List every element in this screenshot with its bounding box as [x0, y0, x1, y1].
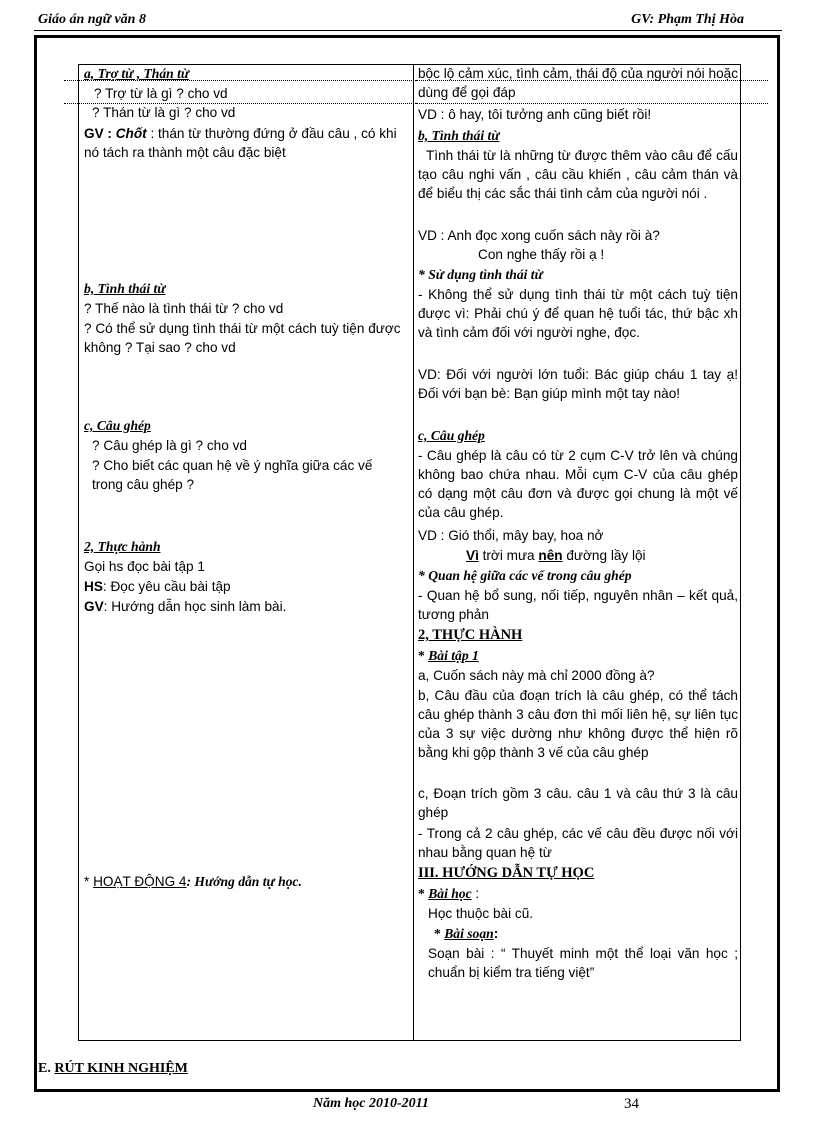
right-qh-title: * Quan hệ giữa các vế trong câu ghép — [418, 568, 632, 583]
question-a1: ? Trợ từ là gì ? cho vd — [94, 86, 228, 101]
right-use-vd: VD: Đối với người lớn tuổi: Bác giúp cháu 1 tay ạ! Đối với bạn bè: Bạn giúp mình một tay nào! — [418, 367, 738, 401]
gv-chot: Chốt — [115, 126, 147, 141]
right-use-title: * Sử dụng tình thái từ — [418, 267, 543, 282]
lesson-star: * — [418, 886, 429, 901]
practice-line-1: Gọi hs đọc bài tập 1 — [84, 559, 205, 574]
table-column-divider — [413, 64, 414, 1041]
right-vd-1: VD : ô hay, tôi tưởng anh cũng biết rồi! — [418, 107, 652, 122]
lesson-heading — [418, 884, 479, 903]
exercise-1-title: Bài tập 1 — [428, 648, 479, 663]
activity-4-sub: : Hướng dẫn tự học. — [186, 874, 302, 889]
lesson-colon: : — [471, 886, 480, 901]
activity-4-line — [84, 872, 302, 891]
prep-title: Bài soạn — [444, 926, 494, 941]
gv2-line — [84, 597, 286, 616]
exercise-c: c, Đoạn trích gồm 3 câu. câu 1 và câu thứ 3 là câu ghép — [418, 786, 738, 820]
exercise-star: * — [418, 648, 429, 663]
activity-4-star: * — [84, 874, 94, 889]
practice-title: 2, Thực hành — [84, 539, 161, 554]
experience-label: E. — [38, 1061, 55, 1076]
lesson-text: Học thuộc bài cũ. — [428, 906, 534, 921]
exercise-d: - Trong cả 2 câu ghép, các vế câu đều được nối với nhau bằng quan hệ từ — [418, 826, 738, 860]
school-year: Năm học 2010-2011 — [313, 1096, 429, 1111]
right-c-vd-2 — [466, 546, 646, 565]
activity-4-title: HOẠT ĐỘNG 4 — [93, 874, 187, 889]
gv2-label: GV — [84, 599, 104, 614]
question-c1: ? Câu ghép là gì ? cho vd — [92, 438, 247, 453]
right-c-definition: - Câu ghép là câu có từ 2 cụm C-V trở lên và chúng không bao chứa nhau. Mỗi cụm C-V của câu ghép có dạng một câu đơn và được gọi chung là một vế của câu ghép. — [418, 448, 738, 520]
experience-heading — [38, 1061, 188, 1077]
right-b-vd-1: VD : Anh đọc xong cuốn sách này rồi à? — [418, 228, 660, 243]
right-intro: bộc lộ cảm xúc, tình cảm, thái độ của người nói hoặc dùng để gọi đáp — [418, 66, 738, 100]
prep-star: * — [434, 926, 445, 941]
header-left: Giáo án ngữ văn 8 — [38, 12, 146, 27]
dotted-rule — [416, 103, 768, 104]
right-practice-title: 2, THỰC HÀNH — [418, 627, 523, 643]
exercise-1-heading — [418, 646, 479, 665]
right-b-vd-2: Con nghe thấy rồi ạ ! — [478, 247, 605, 262]
lesson-title: Bài học — [428, 886, 472, 901]
page-number: 34 — [624, 1096, 639, 1112]
experience-title: RÚT KINH NGHIỆM — [54, 1061, 188, 1076]
header-rule — [34, 30, 782, 31]
question-b1: ? Thế nào là tình thái từ ? cho vd — [84, 301, 284, 316]
header-right: GV: Phạm Thị Hòa — [631, 12, 744, 27]
right-b-title: b, Tình thái từ — [418, 128, 500, 143]
nen-word: nên — [538, 548, 563, 563]
question-c2: ? Cho biết các quan hệ về ý nghĩa giữa các vế trong câu ghép ? — [92, 458, 373, 492]
vd2-mid: trời mưa — [478, 548, 539, 563]
exercise-b: b, Câu đầu của đoạn trích là câu ghép, có thể tách câu ghép thành 3 câu đơn thì mối liên hệ, sự liên tục của 3 sự việc dường như không được thể hiện rõ bằng khi gộp thành 3 vế của câu ghép — [418, 688, 738, 760]
section-b-title: b, Tình thái từ — [84, 281, 166, 296]
hs-line — [84, 577, 231, 596]
right-use-text: - Không thể sử dụng tình thái từ một cách tuỳ tiện được vì: Phải chú ý để quan hệ tuổi tác, thứ bậc xh và tình cảm đối với người nghe, đọc. — [418, 287, 738, 340]
hs-text: : Đọc yêu cầu bài tập — [102, 579, 231, 594]
prep-colon: : — [493, 926, 499, 941]
gv-label: GV : — [84, 126, 112, 141]
prep-text: Soạn bài : “ Thuyết minh một thể loại văn học ; chuẩn bị kiểm tra tiếng việt” — [428, 946, 738, 980]
question-b2: ? Có thể sử dụng tình thái từ một cách tuỳ tiện được không ? Tại sao ? cho vd — [84, 321, 401, 355]
gv2-text: : Hướng dẫn học sinh làm bài. — [103, 599, 287, 614]
right-c-vd-1: VD : Gió thổi, mây bay, hoa nở — [418, 528, 604, 543]
right-c-title: c, Câu ghép — [418, 428, 485, 443]
section-c-title: c, Câu ghép — [84, 418, 151, 433]
gv-text: : thán từ thường đứng ở đầu câu , có khi nó tách ra thành một câu đặc biệt — [84, 126, 397, 160]
vi-word: Vì — [466, 548, 479, 563]
right-b-definition: Tình thái từ là những từ được thêm vào câu để cấu tạo câu nghi vấn , câu cầu khiến , câu cảm thán và để biểu thị các sắc thái tình cảm của người nói . — [418, 148, 738, 201]
right-qh-text: - Quan hệ bổ sung, nối tiếp, nguyên nhân – kết quả, tương phản — [418, 588, 738, 622]
exercise-a: a, Cuốn sách này mà chỉ 2000 đồng à? — [418, 668, 655, 683]
vd2-end: đường lầy lội — [562, 548, 646, 563]
self-study-title: III. HƯỚNG DẪN TỰ HỌC — [418, 865, 595, 881]
gv-note — [84, 124, 406, 162]
section-a-title: a, Trợ từ , Thán từ — [84, 66, 190, 81]
question-a2: ? Thán từ là gì ? cho vd — [92, 105, 236, 120]
hs-label: HS — [84, 579, 103, 594]
prep-heading — [434, 924, 498, 943]
